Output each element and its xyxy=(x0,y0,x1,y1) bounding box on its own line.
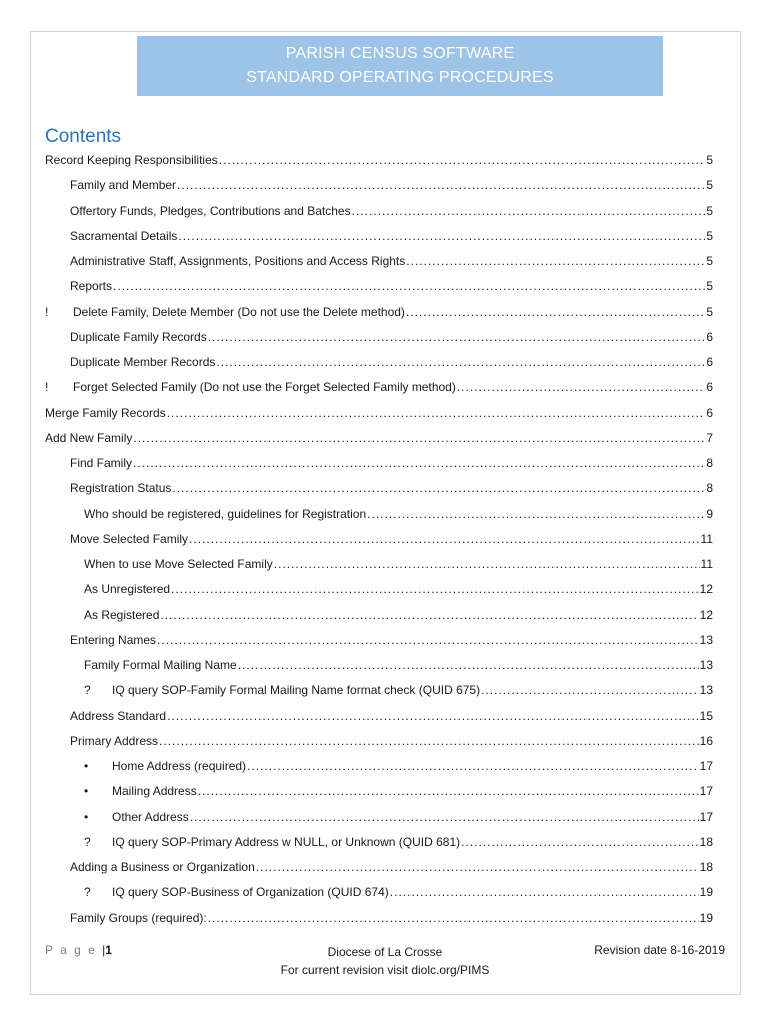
toc-entry-page: 8 xyxy=(706,456,713,470)
toc-entry-page: 5 xyxy=(706,305,713,319)
toc-entry[interactable] xyxy=(70,454,713,472)
toc-entry-title: Family and Member xyxy=(70,178,177,192)
toc-entry-page: 9 xyxy=(706,507,713,521)
toc-entry-page: 8 xyxy=(706,481,713,495)
toc-entry[interactable] xyxy=(84,580,713,598)
toc-entry[interactable] xyxy=(84,681,713,699)
toc-dot-leader xyxy=(190,808,699,826)
toc-dot-leader xyxy=(238,656,699,674)
toc-entry-title: IQ query SOP-Family Formal Mailing Name format check (QUID 675) xyxy=(112,683,481,697)
toc-entry[interactable] xyxy=(70,176,713,194)
toc-entry-title: When to use Move Selected Family xyxy=(84,557,273,571)
toc-dot-leader xyxy=(406,252,705,270)
toc-entry[interactable] xyxy=(84,757,713,775)
toc-entry-title: Forget Selected Family (Do not use the Forget Selected Family method) xyxy=(73,380,456,394)
toc-entry-title: Primary Address xyxy=(70,734,159,748)
toc-entry[interactable] xyxy=(70,202,713,220)
exclamation-icon: ! xyxy=(45,305,49,319)
toc-entry[interactable] xyxy=(70,328,713,346)
bullet-icon: • xyxy=(84,784,89,798)
toc-entry-page: 18 xyxy=(699,860,713,874)
toc-dot-leader xyxy=(208,909,699,927)
toc-entry[interactable] xyxy=(45,151,713,169)
toc-entry-title: Mailing Address xyxy=(112,784,197,798)
toc-entry-title: IQ query SOP-Business of Organization (QUID 674) xyxy=(112,885,389,899)
toc-entry[interactable] xyxy=(70,858,713,876)
footer-page-bar: | xyxy=(102,943,106,957)
toc-entry-page: 5 xyxy=(706,229,713,243)
toc-entry-title: Who should be registered, guidelines for Registration xyxy=(84,507,367,521)
toc-dot-leader xyxy=(198,782,699,800)
toc-entry[interactable] xyxy=(84,782,713,800)
toc-dot-leader xyxy=(390,883,699,901)
title-banner xyxy=(137,36,663,96)
footer-center xyxy=(230,943,540,979)
toc-entry-title: Record Keeping Responsibilities xyxy=(45,153,218,167)
toc-entry-title: As Unregistered xyxy=(84,582,171,596)
toc-entry-page: 12 xyxy=(699,582,713,596)
toc-entry-page: 7 xyxy=(706,431,713,445)
toc-dot-leader xyxy=(157,631,699,649)
question-mark-icon: ? xyxy=(84,835,91,849)
toc-entry-page: 11 xyxy=(700,557,713,571)
banner-title-line1: PARISH CENSUS SOFTWARE xyxy=(285,45,515,62)
toc-dot-leader xyxy=(457,378,705,396)
toc-entry-page: 19 xyxy=(699,885,713,899)
toc-entry[interactable] xyxy=(84,656,713,674)
toc-entry-title: Find Family xyxy=(70,456,133,470)
toc-entry-title: Administrative Staff, Assignments, Positions and Access Rights xyxy=(70,254,406,268)
toc-entry-page: 5 xyxy=(706,178,713,192)
toc-dot-leader xyxy=(177,176,705,194)
toc-entry-page: 16 xyxy=(699,734,713,748)
toc-dot-leader xyxy=(256,858,699,876)
toc-entry-title: Family Formal Mailing Name xyxy=(84,658,237,672)
toc-dot-leader xyxy=(352,202,706,220)
toc-entry-title: IQ query SOP-Primary Address w NULL, or Unknown (QUID 681) xyxy=(112,835,461,849)
toc-dot-leader xyxy=(274,555,700,573)
toc-entry[interactable] xyxy=(84,833,713,851)
toc-entry-title: Delete Family, Delete Member (Do not use the Delete method) xyxy=(73,305,405,319)
toc-entry[interactable] xyxy=(70,479,713,497)
toc-entry-page: 11 xyxy=(700,532,713,546)
toc-entry-page: 5 xyxy=(706,204,713,218)
toc-entry[interactable] xyxy=(84,606,713,624)
toc-entry-title: Home Address (required) xyxy=(112,759,247,773)
toc-entry[interactable] xyxy=(70,530,713,548)
footer-page-number xyxy=(45,943,112,957)
toc-entry-page: 5 xyxy=(706,279,713,293)
toc-entry[interactable] xyxy=(70,707,713,725)
toc-entry[interactable] xyxy=(70,252,713,270)
exclamation-icon: ! xyxy=(45,380,49,394)
toc-entry[interactable] xyxy=(84,555,713,573)
toc-dot-leader xyxy=(178,227,705,245)
toc-entry-page: 17 xyxy=(699,759,713,773)
footer-revision-date: Revision date 8-16-2019 xyxy=(594,943,725,957)
toc-entry-page: 6 xyxy=(706,406,713,420)
toc-entry-title: Duplicate Member Records xyxy=(70,355,216,369)
toc-entry-title: Reports xyxy=(70,279,113,293)
toc-entry[interactable] xyxy=(45,378,713,396)
contents-heading: Contents xyxy=(45,126,122,147)
footer-page-num: 1 xyxy=(105,943,112,957)
toc-dot-leader xyxy=(167,707,699,725)
toc-dot-leader xyxy=(171,580,699,598)
toc-entry-page: 13 xyxy=(699,683,713,697)
toc-dot-leader xyxy=(406,303,705,321)
toc-entry-page: 13 xyxy=(699,633,713,647)
toc-dot-leader xyxy=(167,404,706,422)
toc-dot-leader xyxy=(367,505,705,523)
footer-revision-link: For current revision visit diolc.org/PIMS xyxy=(280,963,490,977)
toc-entry-page: 19 xyxy=(699,911,713,925)
toc-entry[interactable] xyxy=(70,732,713,750)
toc-entry-title: Adding a Business or Organization xyxy=(70,860,255,874)
toc-entry-page: 5 xyxy=(706,153,713,167)
toc-dot-leader xyxy=(247,757,699,775)
toc-dot-leader xyxy=(481,681,699,699)
toc-entry[interactable] xyxy=(45,404,713,422)
toc-entry-title: Entering Names xyxy=(70,633,157,647)
toc-entry-title: Duplicate Family Records xyxy=(70,330,207,344)
toc-dot-leader xyxy=(159,732,699,750)
toc-entry[interactable] xyxy=(84,505,713,523)
toc-entry[interactable] xyxy=(70,277,713,295)
toc-entry[interactable] xyxy=(45,429,713,447)
footer-diocese: Diocese of La Crosse xyxy=(327,945,443,959)
toc-dot-leader xyxy=(208,328,706,346)
question-mark-icon: ? xyxy=(84,683,91,697)
toc-entry-title: Add New Family xyxy=(45,431,133,445)
toc-entry-title: As Registered xyxy=(84,608,160,622)
toc-entry-page: 5 xyxy=(706,254,713,268)
toc-entry-title: Registration Status xyxy=(70,481,172,495)
toc-dot-leader xyxy=(133,429,705,447)
toc-dot-leader xyxy=(189,530,699,548)
bullet-icon: • xyxy=(84,810,89,824)
toc-dot-leader xyxy=(133,454,705,472)
toc-entry-title: Family Groups (required): xyxy=(70,911,207,925)
toc-dot-leader xyxy=(461,833,699,851)
toc-entry-title: Address Standard xyxy=(70,709,167,723)
toc-entry-page: 12 xyxy=(699,608,713,622)
toc-dot-leader xyxy=(219,151,706,169)
toc-entry-page: 6 xyxy=(706,330,713,344)
toc-entry-page: 17 xyxy=(699,784,713,798)
toc-entry[interactable] xyxy=(84,808,713,826)
toc-entry-page: 18 xyxy=(699,835,713,849)
toc-entry-page: 6 xyxy=(706,380,713,394)
footer-page-word: P a g e xyxy=(45,943,97,957)
toc-entry-title: Merge Family Records xyxy=(45,406,166,420)
toc-entry[interactable] xyxy=(84,883,713,901)
toc-dot-leader xyxy=(160,606,698,624)
toc-entry-title: Move Selected Family xyxy=(70,532,189,546)
toc-entry[interactable] xyxy=(70,353,713,371)
toc-entry-page: 13 xyxy=(699,658,713,672)
question-mark-icon: ? xyxy=(84,885,91,899)
toc-entry-title: Offertory Funds, Pledges, Contributions and Batches xyxy=(70,204,351,218)
toc-entry[interactable] xyxy=(70,227,713,245)
toc-entry-title: Other Address xyxy=(112,810,189,824)
toc-dot-leader xyxy=(113,277,705,295)
toc-entry[interactable] xyxy=(70,909,713,927)
toc-entry[interactable] xyxy=(70,631,713,649)
bullet-icon: • xyxy=(84,759,89,773)
toc-dot-leader xyxy=(172,479,705,497)
toc-dot-leader xyxy=(216,353,705,371)
toc-entry-page: 6 xyxy=(706,355,713,369)
banner-title-line2: STANDARD OPERATING PROCEDURES xyxy=(246,69,554,86)
toc-entry-page: 17 xyxy=(699,810,713,824)
toc-entry[interactable] xyxy=(45,303,713,321)
toc-entry-page: 15 xyxy=(699,709,713,723)
toc-entry-title: Sacramental Details xyxy=(70,229,178,243)
